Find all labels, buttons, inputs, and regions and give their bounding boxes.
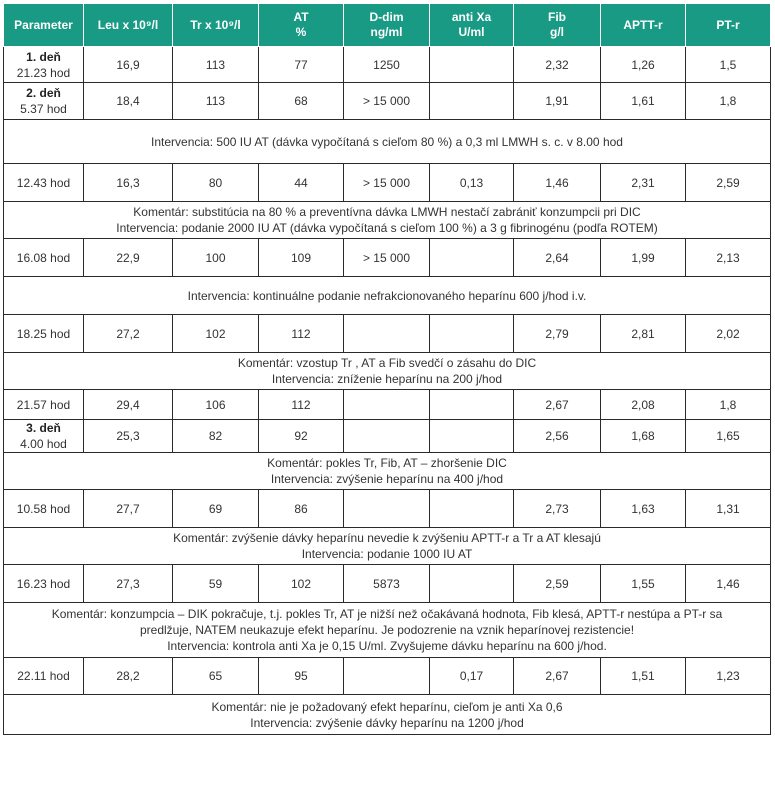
column-header (601, 4, 686, 47)
time-label: 21.23 hod (16, 65, 71, 80)
column-header (4, 4, 84, 47)
time-label: 10.58 hod (16, 501, 71, 516)
value-cell: 95 (259, 658, 344, 695)
column-header (344, 4, 430, 47)
value-cell (344, 315, 430, 353)
value-cell: 69 (173, 490, 259, 528)
column-header-unit: ng/ml (370, 25, 403, 39)
column-header-unit: % (295, 25, 307, 39)
time-cell (4, 164, 84, 202)
value-cell: 2,08 (601, 390, 686, 420)
value-cell: 2,67 (514, 658, 601, 695)
table-row (4, 47, 771, 83)
value-cell: 1,99 (601, 239, 686, 277)
time-cell (4, 565, 84, 603)
column-header-label: Fib (548, 10, 566, 24)
value-cell (344, 658, 430, 695)
time-label: 16.08 hod (16, 250, 71, 265)
value-cell: 22,9 (84, 239, 173, 277)
value-cell: 27,2 (84, 315, 173, 353)
value-cell: 59 (173, 565, 259, 603)
value-cell: > 15 000 (344, 83, 430, 120)
time-label: 5.37 hod (20, 102, 67, 116)
time-label: 16.23 hod (16, 576, 71, 591)
value-cell (430, 420, 514, 453)
note-cell (4, 453, 771, 490)
value-cell: 1250 (344, 47, 430, 83)
column-header (430, 4, 514, 47)
value-cell: 2,59 (514, 565, 601, 603)
value-cell: 2,31 (601, 164, 686, 202)
column-header (514, 4, 601, 47)
value-cell: 112 (259, 315, 344, 353)
value-cell: 1,5 (686, 47, 771, 83)
value-cell: 27,7 (84, 490, 173, 528)
value-cell: 1,61 (601, 83, 686, 120)
table-row (4, 83, 771, 120)
note-text: Komentár: konzumpcia – DIK pokračuje, t.j. pokles Tr, AT je nižší než očakávaná hodnota, Fib klesá, APTT-r nestúpa a PT-r sa (51, 607, 723, 621)
column-header-label: Leu x 10⁹/l (97, 17, 159, 32)
value-cell: 77 (259, 47, 344, 83)
value-cell: 109 (259, 239, 344, 277)
value-cell: 2,73 (514, 490, 601, 528)
value-cell: 25,3 (84, 420, 173, 453)
value-cell: 5873 (344, 565, 430, 603)
day-label: 1. deň (26, 49, 61, 64)
table-row (4, 239, 771, 277)
note-text: Komentár: zvýšenie dávky heparínu nevedie k zvýšeniu APTT-r a Tr a AT klesajú (173, 531, 601, 545)
table-row (4, 420, 771, 453)
value-cell: 112 (259, 390, 344, 420)
column-header-label: Tr x 10⁹/l (190, 17, 241, 32)
note-text: Komentár: substitúcia na 80 % a preventívna dávka LMWH nestačí zabrániť konzumpcii pri DIC (133, 205, 641, 219)
value-cell: 2,13 (686, 239, 771, 277)
note-text: Intervencia: kontinuálne podanie nefrakcionovaného heparínu 600 j/hod i.v. (187, 288, 587, 303)
value-cell: 44 (259, 164, 344, 202)
value-cell (344, 490, 430, 528)
value-cell: 86 (259, 490, 344, 528)
value-cell: 2,79 (514, 315, 601, 353)
value-cell (430, 315, 514, 353)
note-row (4, 453, 771, 490)
day-label: 2. deň (26, 86, 61, 100)
value-cell: 29,4 (84, 390, 173, 420)
time-label: 18.25 hod (16, 326, 71, 341)
note-text: Komentár: vzostup Tr , AT a Fib svedčí o zásahu do DIC (237, 356, 537, 370)
value-cell (430, 239, 514, 277)
table-row (4, 658, 771, 695)
value-cell (430, 390, 514, 420)
note-text: Komentár: pokles Tr, Fib, AT – zhoršenie DIC (267, 456, 507, 470)
value-cell (430, 565, 514, 603)
value-cell: 1,91 (514, 83, 601, 120)
value-cell (430, 47, 514, 83)
value-cell: 2,67 (514, 390, 601, 420)
column-header-label: anti Xa (451, 10, 492, 24)
time-cell (4, 658, 84, 695)
time-cell (4, 420, 84, 453)
value-cell: 2,56 (514, 420, 601, 453)
note-cell (4, 202, 771, 239)
note-text: predlžuje, NATEM neukazuje efekt heparínu. Je podozrenie na vznik heparínovej rezistencie! (139, 623, 635, 637)
note-row (4, 277, 771, 315)
value-cell (344, 390, 430, 420)
value-cell: 18,4 (84, 83, 173, 120)
note-text: Intervencia: zvýšenie dávky heparínu na 1200 j/hod (250, 715, 524, 730)
column-header-label: AT (293, 10, 309, 24)
day-label: 3. deň (26, 421, 61, 435)
value-cell: 1,51 (601, 658, 686, 695)
column-header-label: PT-r (716, 17, 740, 32)
note-row (4, 603, 771, 658)
time-cell (4, 315, 84, 353)
value-cell: 1,8 (686, 390, 771, 420)
note-cell (4, 603, 771, 658)
column-header-unit: U/ml (458, 25, 485, 39)
value-cell: 113 (173, 47, 259, 83)
value-cell: > 15 000 (344, 239, 430, 277)
table-row (4, 164, 771, 202)
value-cell (430, 490, 514, 528)
table-row (4, 315, 771, 353)
note-row (4, 120, 771, 164)
note-cell (4, 695, 771, 735)
note-row (4, 695, 771, 735)
note-cell (4, 528, 771, 565)
value-cell: 1,46 (686, 565, 771, 603)
value-cell: 0,17 (430, 658, 514, 695)
table-row (4, 565, 771, 603)
lab-results-table (3, 3, 771, 735)
value-cell: 100 (173, 239, 259, 277)
value-cell: 92 (259, 420, 344, 453)
time-label: 21.57 hod (16, 397, 71, 412)
value-cell: 1,63 (601, 490, 686, 528)
value-cell: 102 (259, 565, 344, 603)
value-cell: 80 (173, 164, 259, 202)
table-row (4, 390, 771, 420)
note-text: Intervencia: 500 IU AT (dávka vypočítaná s cieľom 80 %) a 0,3 ml LMWH s. c. v 8.00 hod (151, 134, 623, 149)
value-cell: 65 (173, 658, 259, 695)
note-text: Komentár: nie je požadovaný efekt heparínu, cieľom je anti Xa 0,6 (211, 699, 563, 714)
value-cell: 16,3 (84, 164, 173, 202)
note-row (4, 202, 771, 239)
column-header-label: Parameter (14, 17, 73, 32)
time-cell (4, 390, 84, 420)
value-cell: 2,32 (514, 47, 601, 83)
value-cell: 1,46 (514, 164, 601, 202)
time-cell (4, 83, 84, 120)
value-cell: > 15 000 (344, 164, 430, 202)
value-cell: 16,9 (84, 47, 173, 83)
time-cell (4, 47, 84, 83)
value-cell (430, 83, 514, 120)
time-label: 22.11 hod (17, 669, 70, 683)
value-cell: 2,64 (514, 239, 601, 277)
value-cell: 106 (173, 390, 259, 420)
time-cell (4, 490, 84, 528)
value-cell (344, 420, 430, 453)
note-text: Intervencia: zníženie heparínu na 200 j/hod (271, 372, 503, 386)
column-header (259, 4, 344, 47)
value-cell: 0,13 (430, 164, 514, 202)
time-cell (4, 239, 84, 277)
column-header (686, 4, 771, 47)
value-cell: 1,8 (686, 83, 771, 120)
value-cell: 27,3 (84, 565, 173, 603)
column-header-label: APTT-r (623, 17, 663, 32)
value-cell: 1,55 (601, 565, 686, 603)
value-cell: 1,23 (686, 658, 771, 695)
value-cell: 2,81 (601, 315, 686, 353)
table-row (4, 490, 771, 528)
value-cell: 102 (173, 315, 259, 353)
note-text: Intervencia: kontrola anti Xa je 0,15 U/ml. Zvyšujeme dávku heparínu na 600 j/hod. (167, 639, 607, 653)
value-cell: 2,02 (686, 315, 771, 353)
column-header (84, 4, 173, 47)
value-cell: 28,2 (84, 658, 173, 695)
time-label: 12.43 hod (16, 175, 71, 190)
value-cell: 113 (173, 83, 259, 120)
note-row (4, 353, 771, 390)
column-header (173, 4, 259, 47)
value-cell: 1,26 (601, 47, 686, 83)
note-text: Intervencia: podanie 1000 IU AT (301, 547, 473, 561)
value-cell: 82 (173, 420, 259, 453)
column-header-unit: g/l (550, 25, 564, 39)
note-row (4, 528, 771, 565)
note-cell (4, 120, 771, 164)
header-row (4, 4, 771, 47)
value-cell: 1,68 (601, 420, 686, 453)
time-label: 4.00 hod (20, 437, 67, 451)
column-header-label: D-dim (369, 10, 404, 24)
note-cell (4, 353, 771, 390)
value-cell: 2,59 (686, 164, 771, 202)
table-body (4, 47, 771, 735)
value-cell: 68 (259, 83, 344, 120)
note-text: Intervencia: zvýšenie heparínu na 400 j/hod (270, 472, 504, 486)
note-cell (4, 277, 771, 315)
note-text: Intervencia: podanie 2000 IU AT (dávka vypočítaná s cieľom 100 %) a 3 g fibrinogénu (podľa ROTEM) (116, 221, 658, 235)
value-cell: 1,31 (686, 490, 771, 528)
value-cell: 1,65 (686, 420, 771, 453)
